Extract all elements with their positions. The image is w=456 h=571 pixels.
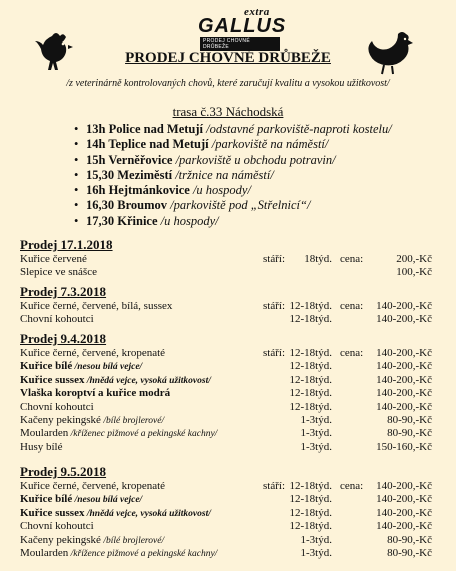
age-value: 12-18týd. [289,373,332,386]
table-row [20,493,440,506]
stop-note: /odstavné parkoviště-naproti kostelu/ [203,122,392,136]
age-value: 1-3týd. [300,427,332,440]
item-note: /bílé brojlerové/ [100,535,165,546]
list-item [74,214,392,229]
item-name [20,547,217,561]
item-label: Chovní kohoutci [20,520,94,533]
price-value: 140-200,-Kč [376,300,432,312]
item-name [20,441,62,455]
item-label: Kuřice bílé [20,360,73,373]
stop-note: /tržnice na náměstí/ [172,167,274,182]
age-value: 12-18týd. [289,400,332,413]
table-row [20,313,440,326]
bullet-icon: • [74,122,79,136]
price-label: cena: [340,480,364,492]
price-label: cena: [340,300,364,312]
table-row [20,414,440,427]
price-value: 140-200,-Kč [376,373,432,386]
logo-sub: PRODEJ CHOVNÉ DRŮBEŽE [200,37,280,51]
item-name [20,507,211,521]
bullet-icon: • [74,198,79,213]
bullet-icon: • [74,213,79,228]
price-value: 150-160,-Kč [376,440,432,453]
price-value: 80-90,-Kč [387,533,432,546]
table-row [20,266,440,279]
item-name [20,374,211,388]
price-value: 80-90,-Kč [387,546,432,559]
price-value: 100,-Kč [396,266,432,279]
age-label: stáří: [263,347,285,359]
age-label: stáří: [263,300,285,312]
section-heading: Prodej 9.5.2018 [20,464,107,479]
item-name [20,493,142,507]
item-label: Chovní kohoutci [20,313,94,326]
price-value: 140-200,-Kč [376,313,432,326]
stop-place: 17,30 Křinice [86,213,158,228]
item-label: Moularden [20,546,69,559]
item-label: Kuřice červené [20,253,87,265]
item-label: Husy bílé [20,440,63,453]
age-value: 1-3týd. [300,440,332,453]
table-row [20,253,440,266]
sale-section [20,331,440,454]
section-heading: Prodej 9.4.2018 [20,331,107,346]
age-value: 12-18týd. [289,347,332,359]
item-note: /křížence pižmové a pekingské kachny/ [68,548,218,559]
gallus-logo [180,6,287,50]
section-heading: Prodej 7.3.2018 [20,284,107,299]
table-row [20,427,440,440]
item-label: Slepice ve snášce [20,266,97,279]
bullet-icon: • [74,137,79,152]
table-row [20,401,440,414]
item-note: /bílé brojlerové/ [100,415,165,426]
price-label: cena: [340,347,364,359]
price-value: 140-200,-Kč [376,480,432,492]
list-item [74,183,392,198]
price-value: 80-90,-Kč [387,413,432,426]
item-name [20,414,164,428]
age-value: 18týd. [304,253,332,265]
item-label: Vlaška koroptví a kuřice modrá [20,387,171,400]
age-value: 1-3týd. [300,413,332,426]
age-value: 12-18týd. [289,313,332,326]
item-name [20,266,97,280]
item-label: Kuřice bílé [20,493,73,506]
age-value: 1-3týd. [300,533,332,546]
price-value: 140-200,-Kč [376,387,432,400]
stop-place: 16,30 Broumov [86,198,168,213]
stop-place: 14h Teplice nad Metují [86,137,209,152]
stop-place: 13h Police nad Metují [86,122,204,136]
sale-section [20,284,440,327]
price-value: 140-200,-Kč [376,347,432,359]
section-heading: Prodej 17.1.2018 [20,237,113,252]
item-label: Kuřice černé, červené, kropenaté [20,480,166,492]
age-value: 12-18týd. [289,480,332,492]
bullet-icon: • [74,167,79,182]
price-value: 140-200,-Kč [376,400,432,413]
item-label: Chovní kohoutci [20,400,94,413]
table-row [20,547,440,560]
table-row [20,300,440,313]
table-row [20,387,440,400]
stop-place: 15,30 Meziměstí [86,167,173,182]
item-name [20,401,94,415]
item-note: /nesou bílá vejce/ [72,362,143,373]
price-value: 140-200,-Kč [376,360,432,373]
table-row [20,360,440,373]
stops-list [74,122,392,229]
age-value: 12-18týd. [289,520,332,533]
age-value: 12-18týd. [289,360,332,373]
stop-note: /parkoviště na náměstí/ [208,137,329,152]
item-label: Kuřice sussex [20,373,85,386]
stop-place: 16h Hejtmánkovice [86,183,190,198]
item-label: Kuřice černé, červené, kropenaté [20,347,166,359]
item-name [20,300,172,314]
item-note: /hnědá vejce, vysoká užitkovost/ [84,508,211,519]
price-value: 140-200,-Kč [376,520,432,533]
price-value: 140-200,-Kč [376,506,432,519]
item-note: /nesou bílá vejce/ [72,495,143,506]
age-value: 12-18týd. [289,387,332,400]
list-item [74,122,392,137]
item-label: Kačeny pekingské [20,413,101,426]
stop-note: /u hospody/ [189,183,251,198]
age-value: 12-18týd. [289,506,332,519]
table-row [20,374,440,387]
item-label: Kuřice sussex [20,506,85,519]
stop-place: 15h Verněřovice [86,152,173,167]
age-label: stáří: [263,480,285,492]
item-name [20,427,217,441]
bullet-icon: • [74,152,79,167]
stop-note: /u hospody/ [157,213,219,228]
item-name [20,313,94,327]
age-label: stáří: [263,253,285,265]
item-label: Kačeny pekingské [20,533,101,546]
table-row [20,441,440,454]
item-name [20,520,94,534]
table-row [20,507,440,520]
logo-extra: extra [244,6,270,18]
item-name [20,480,165,494]
item-name [20,360,142,374]
price-label: cena: [340,253,364,265]
table-row [20,534,440,547]
table-row [20,480,440,493]
price-value: 80-90,-Kč [387,427,432,440]
page-title: PRODEJ CHOVNÉ DRŮBEŽE [125,50,331,66]
stop-note: /parkoviště u obchodu potravin/ [172,152,336,167]
list-item [74,198,392,213]
table-row [20,520,440,533]
item-name [20,347,165,361]
list-item [74,137,392,152]
stop-note: /parkoviště pod „Střelnicí“/ [167,198,311,213]
item-note: /hnědá vejce, vysoká užitkovost/ [84,375,211,386]
bullet-icon: • [74,183,79,198]
item-name [20,534,164,548]
age-value: 1-3týd. [300,546,332,559]
price-value: 200,-Kč [396,253,432,265]
route-heading: trasa č.33 Náchodská [172,104,284,119]
item-note: /kříženec pižmové a pekingské kachny/ [68,429,218,440]
age-value: 12-18týd. [289,493,332,506]
age-value: 12-18týd. [289,300,332,312]
page-subtitle: /z veterinárně kontrolovaných chovů, které zaručují kvalitu a vysokou užitkovost/ [66,78,390,89]
item-name [20,387,170,401]
item-label: Moularden [20,427,69,440]
list-item [74,153,392,168]
item-label: Kuřice černé, červené, bílá, sussex [20,300,173,312]
price-value: 140-200,-Kč [376,493,432,506]
logo-brand: GALLUS [198,15,287,37]
list-item [74,168,392,183]
item-name [20,253,87,267]
table-row [20,347,440,360]
sale-section [20,237,440,280]
sale-section [20,464,440,560]
